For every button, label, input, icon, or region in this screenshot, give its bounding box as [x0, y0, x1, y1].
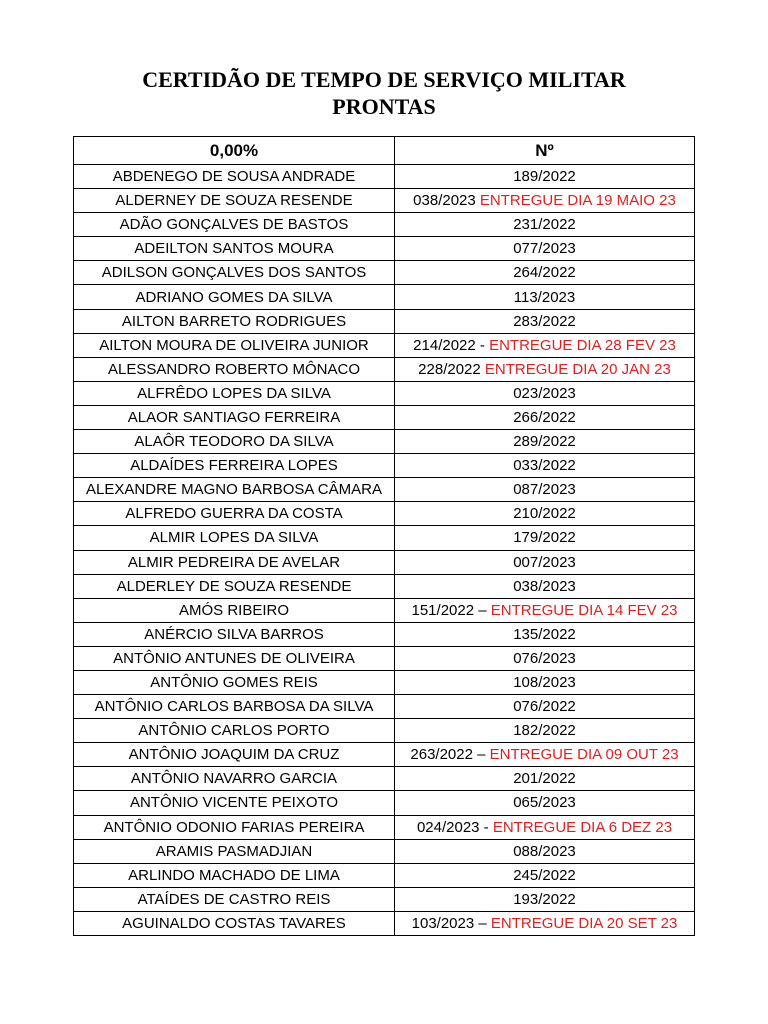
table-row: [74, 502, 695, 526]
certificate-number: 007/2023: [513, 553, 576, 571]
table-row: [74, 911, 695, 935]
certificate-number-cell: [395, 430, 695, 454]
certificate-number: 264/2022: [513, 264, 576, 282]
document-title-line-1: CERTIDÃO DE TEMPO DE SERVIÇO MILITAR: [142, 67, 626, 92]
person-name-cell: ALFRÊDO LOPES DA SILVA: [74, 381, 395, 405]
certificate-number-cell: [395, 743, 695, 767]
delivery-note: ENTREGUE DIA 19 MAIO 23: [479, 192, 676, 210]
table-row: [74, 309, 695, 333]
certificate-number-cell: [395, 767, 695, 791]
table-row: [74, 478, 695, 502]
table-row: [74, 791, 695, 815]
certificate-number: 023/2023: [513, 384, 576, 402]
certificate-number-cell: [395, 911, 695, 935]
delivery-note: ENTREGUE DIA 09 OUT 23: [489, 746, 679, 764]
certificate-number-cell: [395, 598, 695, 622]
delivery-note: ENTREGUE DIA 6 DEZ 23: [492, 818, 673, 836]
person-name-cell: AMÓS RIBEIRO: [74, 598, 395, 622]
certificate-number-cell: [395, 478, 695, 502]
certificate-number: 135/2022: [513, 625, 576, 643]
certificate-number-cell: [395, 165, 695, 189]
certificate-number-cell: [395, 261, 695, 285]
person-name-cell: ANTÔNIO ODONIO FARIAS PEREIRA: [74, 815, 395, 839]
certificate-number: 214/2022 -: [413, 336, 490, 354]
table-row: [74, 550, 695, 574]
certificate-number-cell: [395, 237, 695, 261]
certificate-number: 210/2022: [513, 505, 576, 523]
person-name-cell: ATAÍDES DE CASTRO REIS: [74, 887, 395, 911]
certificate-number: 103/2023 –: [411, 914, 491, 932]
certificate-number: 108/2023: [513, 674, 576, 692]
table-row: [74, 381, 695, 405]
document-title: [0, 66, 768, 120]
table-row: [74, 237, 695, 261]
person-name-cell: ANTÔNIO CARLOS PORTO: [74, 719, 395, 743]
delivery-note: ENTREGUE DIA 28 FEV 23: [489, 336, 676, 354]
certificate-number: 038/2023: [513, 577, 576, 595]
certificate-number: 065/2023: [513, 794, 576, 812]
person-name-cell: ANTÔNIO VICENTE PEIXOTO: [74, 791, 395, 815]
column-header-number: Nº: [395, 137, 695, 165]
table-row: [74, 646, 695, 670]
table-row: [74, 767, 695, 791]
certificate-number: 087/2023: [513, 481, 576, 499]
certificate-number: 228/2022: [418, 360, 485, 378]
certificate-number-cell: [395, 381, 695, 405]
table-row: [74, 574, 695, 598]
certificate-number: 113/2023: [513, 288, 576, 306]
table-row: [74, 598, 695, 622]
table-row: [74, 430, 695, 454]
certificate-number-cell: [395, 574, 695, 598]
table-row: [74, 695, 695, 719]
certificate-number-cell: [395, 454, 695, 478]
person-name-cell: ALAOR SANTIAGO FERREIRA: [74, 405, 395, 429]
person-name-cell: ANTÔNIO JOAQUIM DA CRUZ: [74, 743, 395, 767]
certificate-number-cell: [395, 285, 695, 309]
certificate-number: 193/2022: [513, 890, 576, 908]
certificate-number: 182/2022: [513, 722, 576, 740]
certificate-number-cell: [395, 189, 695, 213]
table-row: [74, 285, 695, 309]
person-name-cell: ARAMIS PASMADJIAN: [74, 839, 395, 863]
certificate-number: 077/2023: [513, 240, 576, 258]
person-name-cell: ARLINDO MACHADO DE LIMA: [74, 863, 395, 887]
delivery-note: ENTREGUE DIA 14 FEV 23: [490, 601, 678, 619]
certificate-number-cell: [395, 695, 695, 719]
table-row: [74, 670, 695, 694]
table-row: [74, 815, 695, 839]
table-row: [74, 863, 695, 887]
person-name-cell: ALMIR LOPES DA SILVA: [74, 526, 395, 550]
document-title-line-2: PRONTAS: [332, 94, 436, 119]
certificate-number: 151/2022 –: [411, 601, 491, 619]
table-row: [74, 526, 695, 550]
certificate-number: 289/2022: [513, 433, 576, 451]
table-row: [74, 839, 695, 863]
table-row: [74, 719, 695, 743]
table-body: [74, 165, 695, 936]
certificate-number-cell: [395, 863, 695, 887]
table-header-row: [74, 137, 695, 165]
certificate-number-cell: [395, 646, 695, 670]
person-name-cell: ALAÔR TEODORO DA SILVA: [74, 430, 395, 454]
certificate-number-cell: [395, 213, 695, 237]
certificate-number: 245/2022: [513, 866, 576, 884]
table-row: [74, 622, 695, 646]
person-name-cell: ANTÔNIO ANTUNES DE OLIVEIRA: [74, 646, 395, 670]
certificate-number: 263/2022 –: [410, 746, 490, 764]
person-name-cell: ANÉRCIO SILVA BARROS: [74, 622, 395, 646]
table-row: [74, 743, 695, 767]
certificate-number: 038/2023: [413, 192, 480, 210]
certificate-number-cell: [395, 405, 695, 429]
person-name-cell: ABDENEGO DE SOUSA ANDRADE: [74, 165, 395, 189]
person-name-cell: ALESSANDRO ROBERTO MÔNACO: [74, 357, 395, 381]
person-name-cell: ADEILTON SANTOS MOURA: [74, 237, 395, 261]
person-name-cell: ALFREDO GUERRA DA COSTA: [74, 502, 395, 526]
person-name-cell: ANTÔNIO NAVARRO GARCIA: [74, 767, 395, 791]
certificate-number: 231/2022: [513, 216, 576, 234]
certificate-number: 179/2022: [513, 529, 576, 547]
certificate-number-cell: [395, 502, 695, 526]
person-name-cell: AGUINALDO COSTAS TAVARES: [74, 911, 395, 935]
certificate-number-cell: [395, 333, 695, 357]
column-header-name: 0,00%: [74, 137, 395, 165]
person-name-cell: ALDERLEY DE SOUZA RESENDE: [74, 574, 395, 598]
table-row: [74, 165, 695, 189]
certificate-number: 201/2022: [513, 770, 576, 788]
delivery-note: ENTREGUE DIA 20 JAN 23: [484, 360, 671, 378]
certificate-number-cell: [395, 887, 695, 911]
table-row: [74, 189, 695, 213]
table-row: [74, 333, 695, 357]
certificate-number: 189/2022: [513, 168, 576, 186]
certificate-number-cell: [395, 550, 695, 574]
certificate-number-cell: [395, 719, 695, 743]
certificate-number-cell: [395, 791, 695, 815]
certificate-number: 033/2022: [513, 457, 576, 475]
certificate-number: 283/2022: [513, 312, 576, 330]
person-name-cell: ALEXANDRE MAGNO BARBOSA CÂMARA: [74, 478, 395, 502]
person-name-cell: ANTÔNIO CARLOS BARBOSA DA SILVA: [74, 695, 395, 719]
person-name-cell: ALDERNEY DE SOUZA RESENDE: [74, 189, 395, 213]
person-name-cell: ALMIR PEDREIRA DE AVELAR: [74, 550, 395, 574]
table-row: [74, 261, 695, 285]
certificate-number-cell: [395, 357, 695, 381]
certificate-number: 076/2022: [513, 698, 576, 716]
certificate-number: 266/2022: [513, 408, 576, 426]
person-name-cell: AILTON MOURA DE OLIVEIRA JUNIOR: [74, 333, 395, 357]
certificate-number-cell: [395, 839, 695, 863]
certificate-number: 088/2023: [513, 842, 576, 860]
person-name-cell: AILTON BARRETO RODRIGUES: [74, 309, 395, 333]
table-row: [74, 213, 695, 237]
table-row: [74, 454, 695, 478]
certificate-number-cell: [395, 526, 695, 550]
certificate-number: 076/2023: [513, 649, 576, 667]
certificate-number-cell: [395, 670, 695, 694]
certificate-number-cell: [395, 309, 695, 333]
certificate-number-cell: [395, 622, 695, 646]
delivery-note: ENTREGUE DIA 20 SET 23: [490, 914, 678, 932]
certificates-table: [73, 136, 695, 936]
certificate-number-cell: [395, 815, 695, 839]
person-name-cell: ANTÔNIO GOMES REIS: [74, 670, 395, 694]
person-name-cell: ADILSON GONÇALVES DOS SANTOS: [74, 261, 395, 285]
person-name-cell: ADÃO GONÇALVES DE BASTOS: [74, 213, 395, 237]
table-row: [74, 887, 695, 911]
person-name-cell: ALDAÍDES FERREIRA LOPES: [74, 454, 395, 478]
certificate-number: 024/2023 -: [416, 818, 493, 836]
person-name-cell: ADRIANO GOMES DA SILVA: [74, 285, 395, 309]
table-row: [74, 405, 695, 429]
table-row: [74, 357, 695, 381]
